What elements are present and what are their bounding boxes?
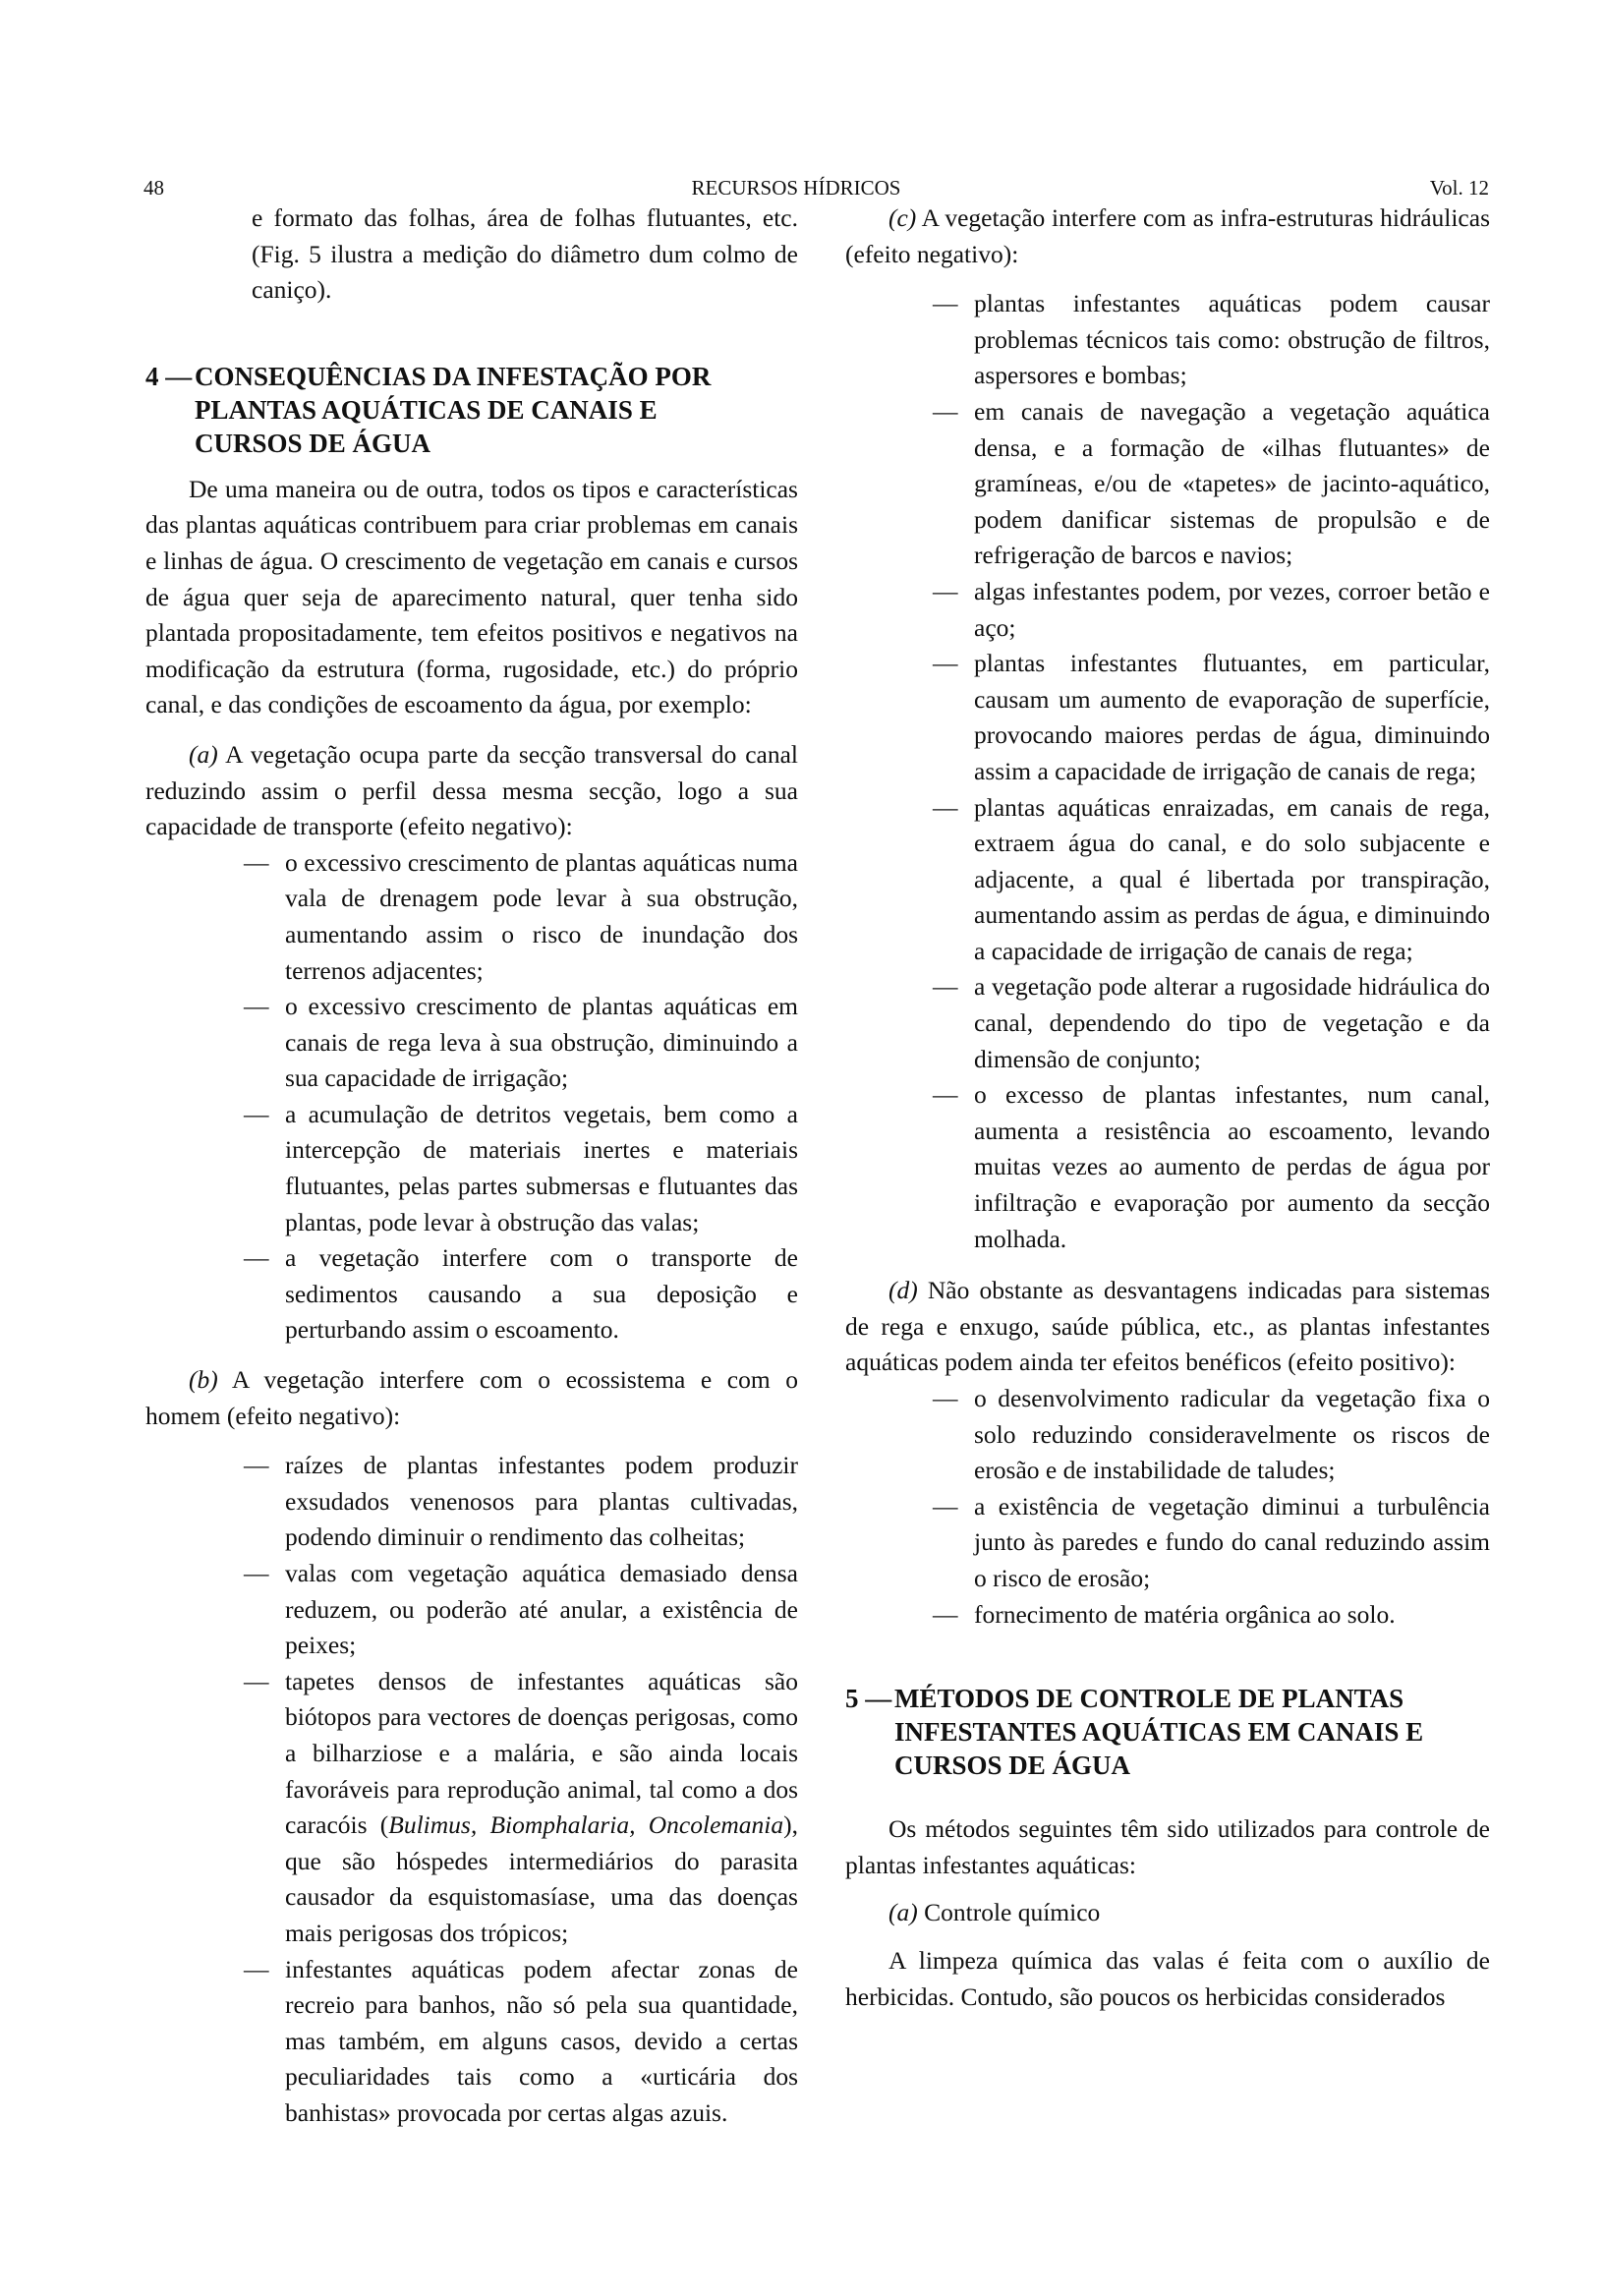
list-item: — plantas infestantes aquáticas podem causar problemas técnicos tais como: obstrução de filtros, aspersores e bombas;: [933, 289, 1490, 390]
intro-paragraph: De uma maneira ou de outra, todos os tipos e características das plantas aquáticas contribuem para criar problemas em canais e linhas de água. O crescimento de vegetação em canais e cursos de água quer seja de aparecimento natural, quer tenha sido plantada propositadamente, tem efeitos positivos e negativos na modificação da estrutura (forma, rugosidade, etc.) do próprio canal, e das condições de escoamento da água, por exemplo:: [145, 474, 798, 719]
b-bullet-list: [244, 1448, 799, 2131]
list-item: — algas infestantes podem, por vezes, corroer betão e aço;: [933, 576, 1490, 642]
a-bullet-list: [244, 845, 798, 1349]
item-b-paragraph: (b) A vegetação interfere com o ecossistema e com o homem (efeito negativo):: [145, 1365, 798, 1430]
c-bullet-list: [933, 286, 1490, 1257]
left-column: [145, 201, 798, 2132]
list-item: — plantas aquáticas enraizadas, em canais de rega, extraem água do canal, e do solo subjacente e adjacente, a qual é libertada por transpiração, aumentando assim as perdas de água, e diminuindo a capacidade de irrigação de canais de rega;: [933, 792, 1490, 965]
list-item: — plantas infestantes flutuantes, em particular, causam um aumento de evaporação de superfície, provocando maiores perdas de água, diminuindo assim a capacidade de irrigação de canais de rega;: [933, 649, 1490, 785]
list-item: — raízes de plantas infestantes podem produzir exsudados venenosos para plantas cultivadas, podendo diminuir o rendimento das colheitas;: [244, 1451, 798, 1552]
list-item: — o desenvolvimento radicular da vegetação fixa o solo reduzindo consideravelmente os riscos de erosão e de instabilidade de taludes;: [933, 1384, 1490, 1485]
section-4-heading: 4 — CONSEQUÊNCIAS DA INFESTAÇÃO POR PLANTAS AQUÁTICAS DE CANAIS E CURSOS DE ÁGUA: [145, 361, 712, 458]
item-a-paragraph: (a) A vegetação ocupa parte da secção transversal do canal reduzindo assim o perfil dessa mesma secção, logo a sua capacidade de transporte (efeito negativo):: [145, 739, 798, 841]
chemical-control-paragraph: A limpeza química das valas é feita com o auxílio de herbicidas. Contudo, são poucos os herbicidas considerados: [845, 1945, 1490, 2011]
list-item: — fornecimento de matéria orgânica ao solo.: [933, 1599, 1396, 1629]
list-item: — a acumulação de detritos vegetais, bem como a intercepção de materiais inertes e materiais flutuantes, pelas partes submersas e flutuantes das plantas, pode levar à obstrução das valas;: [244, 1099, 798, 1236]
subheading-chemical-control: (a) Controle químico: [888, 1898, 1101, 1927]
list-item: — o excesso de plantas infestantes, num canal, aumenta a resistência ao escoamento, levando muitas vezes ao aumento de perdas de água por infiltração e evaporação por aumento da secção molhada.: [933, 1080, 1490, 1253]
list-item: — a vegetação pode alterar a rugosidade hidráulica do canal, dependendo do tipo de vegetação e da dimensão de conjunto;: [933, 972, 1490, 1073]
list-item: — tapetes densos de infestantes aquáticas são biótopos para vectores de doenças perigosas, como a bilharziose e a malária, e são ainda locais favoráveis para reprodução animal, tal como a dos caracóis (Bulimus, Biomphalaria, Oncolemania), que são hóspedes intermediários do parasita causador da esquistomasíase, uma das doenças mais perigosas dos trópicos;: [244, 1666, 799, 1947]
list-item: — valas com vegetação aquática demasiado densa reduzem, ou poderão até anular, a existência de peixes;: [244, 1559, 798, 1660]
item-c-paragraph: (c) A vegetação interfere com as infra-estruturas hidráulicas (efeito negativo):: [845, 203, 1490, 268]
running-header: RECURSOS HÍDRICOS: [691, 176, 901, 200]
list-item: — o excessivo crescimento de plantas aquáticas numa vala de drenagem pode levar à sua obstrução, aumentando assim o risco de inundação dos terrenos adjacentes;: [244, 847, 798, 985]
d-bullet-list: [933, 1381, 1490, 1633]
list-item: — a vegetação interfere com o transporte de sedimentos causando a sua deposição e perturbando assim o escoamento.: [244, 1243, 798, 1345]
list-item: — o excessivo crescimento de plantas aquáticas em canais de rega leva à sua obstrução, diminuindo a sua capacidade de irrigação;: [244, 992, 798, 1093]
list-item: — infestantes aquáticas podem afectar zonas de recreio para banhos, não só pela sua quantidade, mas também, em alguns casos, devido a certas peculiaridades tais como a «urticária dos banhistas» provocada por certas algas azuis.: [244, 1954, 798, 2127]
page-number: 48: [143, 176, 164, 200]
right-column: [845, 201, 1490, 2015]
methods-intro-paragraph: Os métodos seguintes têm sido utilizados para controle de plantas infestantes aquáticas:: [845, 1814, 1490, 1879]
volume-label: Vol. 12: [1429, 176, 1489, 200]
section-5-heading: 5 — MÉTODOS DE CONTROLE DE PLANTAS INFESTANTES AQUÁTICAS EM CANAIS E CURSOS DE ÁGUA: [845, 1684, 1424, 1781]
continuation-paragraph: e formato das folhas, área de folhas flutuantes, etc. (Fig. 5 ilustra a medição do diâmetro dum colmo de caniço).: [252, 203, 798, 305]
list-item: — em canais de navegação a vegetação aquática densa, e a formação de «ilhas flutuantes» de gramíneas, e/ou de «tapetes» de jacinto-aquático, podem danificar sistemas de propulsão e de refrigeração de barcos e navios;: [933, 396, 1490, 570]
list-item: — a existência de vegetação diminui a turbulência junto às paredes e fundo do canal reduzindo assim o risco de erosão;: [933, 1491, 1490, 1592]
item-d-paragraph: (d) Não obstante as desvantagens indicadas para sistemas de rega e enxugo, saúde pública, etc., as plantas infestantes aquáticas podem ainda ter efeitos benéficos (efeito positivo):: [845, 1276, 1490, 1377]
